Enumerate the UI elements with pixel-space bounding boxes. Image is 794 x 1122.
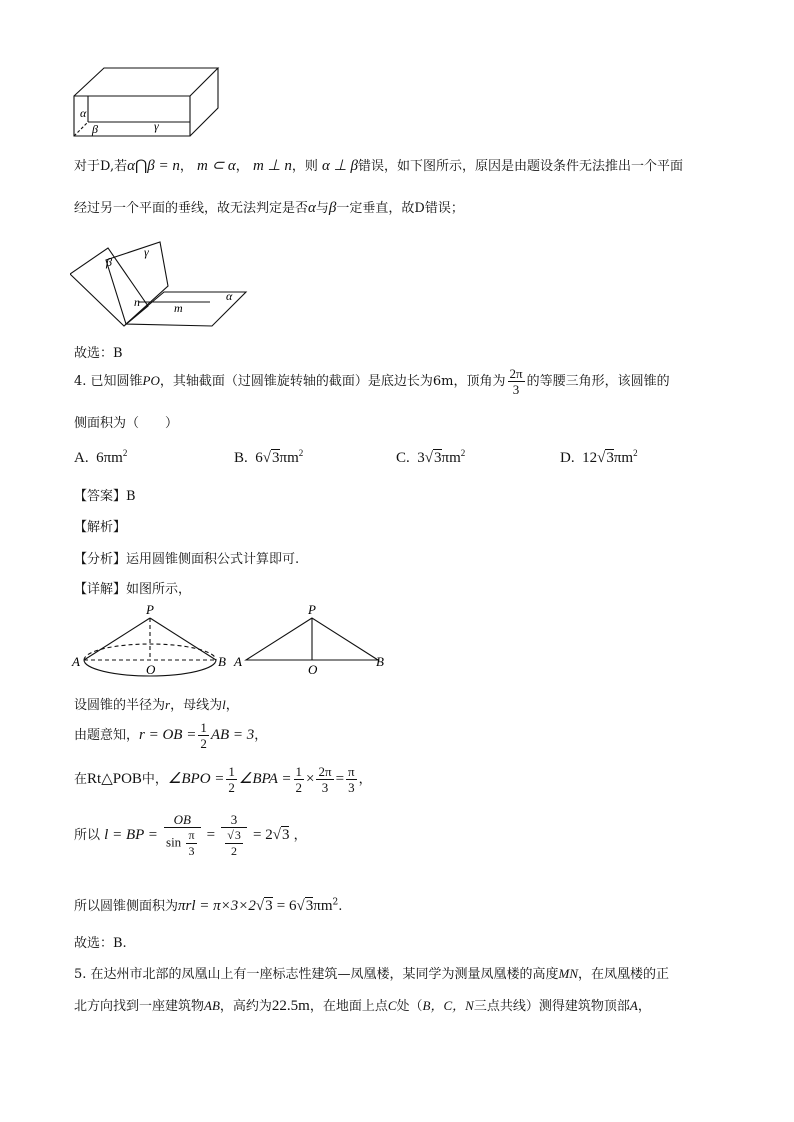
cone-b-label: B bbox=[218, 654, 226, 669]
option-c: C. $3√3\pi m^2$ bbox=[396, 448, 466, 466]
box-side-face bbox=[190, 68, 218, 136]
intersection-symbol: ⋂ bbox=[134, 158, 148, 174]
answer-choice-4: 故选：B. bbox=[74, 936, 127, 951]
box-figure bbox=[70, 62, 220, 140]
triangle-figure bbox=[232, 600, 392, 680]
option-b: B. $6√3\pi m^2$ bbox=[234, 448, 304, 466]
fenxi-text: 【分析】运用圆锥侧面积公式计算即可. bbox=[74, 552, 300, 567]
q5-line2: 北方向找到一座建筑物AB，高约为22.5m，在地面上点C处（B，C，N三点共线）测得建筑物顶部A， bbox=[74, 998, 651, 1014]
planes-figure bbox=[70, 236, 250, 332]
q5-line1: 5. 在达州市北部的凤凰山上有一座标志性建筑—凤凰楼，某同学为测量凤凰楼的高度MN，在凤凰楼的正 bbox=[74, 966, 670, 982]
analysis-label: 【解析】 bbox=[74, 520, 127, 535]
cone-p-label: P bbox=[146, 602, 154, 617]
cone-generatrix-right bbox=[150, 618, 216, 660]
tri-o-label: O bbox=[308, 662, 318, 677]
tri-b-label: B bbox=[376, 654, 384, 669]
item-d-line1: 对于D,若α⋂β = n， m ⊂ α， m ⊥ n，则 α ⊥ β错误，如下图所示，原因是由题设条件无法推出一个平面 bbox=[74, 158, 683, 174]
fig2-m-label: m bbox=[174, 301, 183, 315]
item-d-line2: 经过另一个平面的垂线，故无法判定是否α与β一定垂直，故D错误； bbox=[74, 200, 464, 216]
cone-figure bbox=[70, 600, 230, 680]
fig1-beta-label: β bbox=[92, 122, 98, 136]
tri-p-label: P bbox=[308, 602, 316, 617]
cone-a-label: A bbox=[72, 654, 80, 669]
q4-line2: 侧面积为（ ） bbox=[74, 416, 179, 431]
option-a: A. $6\pi m^2$ bbox=[74, 448, 128, 466]
xiangjie-text: 【详解】如图所示， bbox=[74, 582, 192, 597]
fig2-n-label: n bbox=[134, 295, 140, 309]
sol-line2: 由题意知，r = OB = $\frac{1}{2}$ AB = 3， bbox=[74, 720, 268, 751]
cone-o-label: O bbox=[146, 662, 156, 677]
q4-line1: 4. 已知圆锥PO，其轴截面（过圆锥旋转轴的截面）是底边长为6m，顶角为 $\frac{2\pi}{3}$ 的等腰三角形，该圆锥的 bbox=[74, 366, 670, 397]
sol-line3: 在Rt△POB中，∠BPO = $\frac{1}{2}$ ∠BPA = $\frac{1}{2}$ × $\frac{2\pi}{3}$ = $\frac{\pi}{3}$ ， bbox=[74, 764, 372, 795]
answer-label: 【答案】B bbox=[74, 489, 136, 504]
box-hidden-edge bbox=[74, 122, 88, 136]
plane-gamma bbox=[106, 242, 168, 324]
answer-choice-3: 故选：B bbox=[74, 346, 123, 361]
sol-line1: 设圆锥的半径为r，母线为l， bbox=[74, 697, 239, 713]
fig2-gamma-label: γ bbox=[144, 245, 149, 259]
fig1-gamma-label: γ bbox=[154, 119, 159, 133]
fig2-alpha-label: α bbox=[226, 289, 233, 303]
fig1-alpha-label: α bbox=[80, 106, 87, 120]
apex-angle-fraction: $\frac{2\pi}{3}$ bbox=[509, 366, 523, 397]
sol-line4: 所以 l = BP = OB sin $\frac{\pi}{3}$ = $\frac{3}{\frac{√3}{2}}$ = 2√3 ， bbox=[74, 812, 307, 858]
box-top-face bbox=[74, 68, 218, 96]
fig2-beta-label: β bbox=[106, 255, 112, 269]
sol-line5: 所以圆锥侧面积为$\pi rl = \pi\times 3\times 2√3 = 6√3\pi m^2$. bbox=[74, 897, 343, 914]
tri-a-label: A bbox=[234, 654, 242, 669]
option-d: D. $12√3\pi m^2$ bbox=[560, 448, 638, 466]
three-over-root3-fraction: $\frac{3}{\frac{√3}{2}}$ bbox=[221, 812, 247, 859]
cone-generatrix-left bbox=[84, 618, 150, 660]
ob-over-sin-fraction: OB sin $\frac{\pi}{3}$ bbox=[164, 812, 200, 859]
